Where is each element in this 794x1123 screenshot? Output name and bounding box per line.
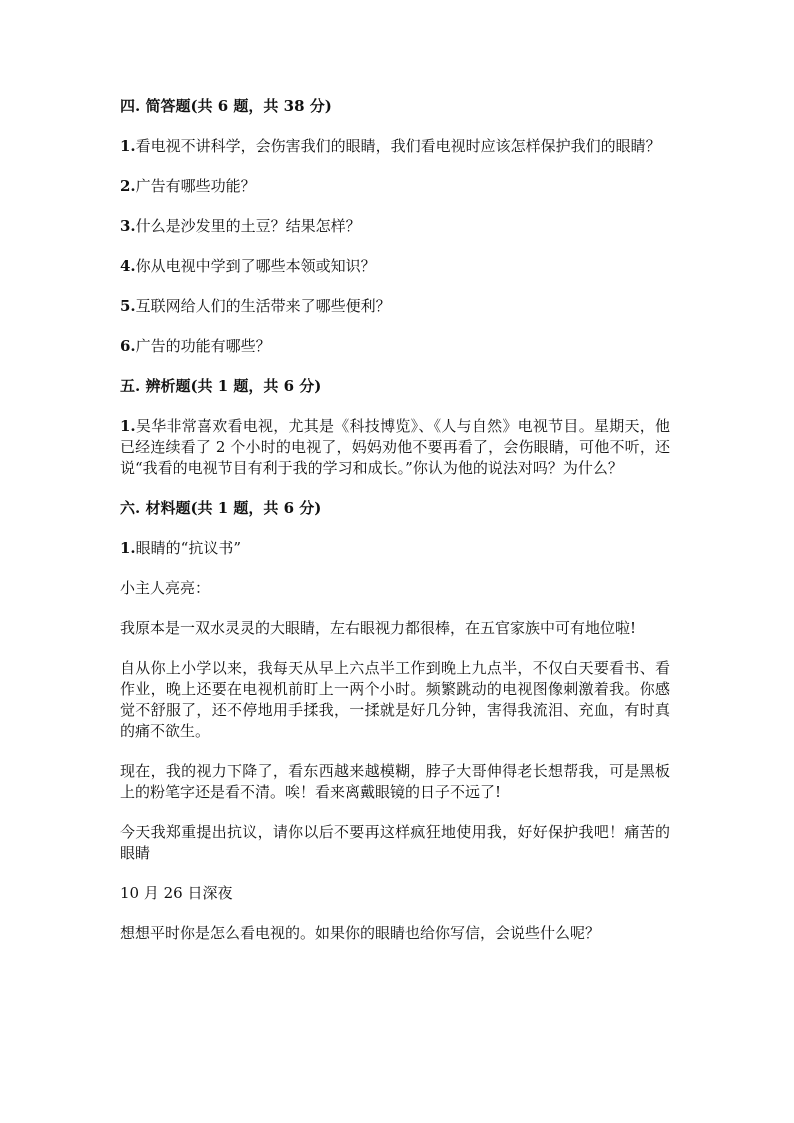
question-number: 5. [120, 297, 136, 315]
material-question: 想想平时你是怎么看电视的。如果你的眼睛也给你写信，会说些什么呢？ [120, 924, 601, 942]
question-text: 看电视不讲科学，会伤害我们的眼睛，我们看电视时应该怎样保护我们的眼睛？ [135, 137, 661, 155]
question-text: 什么是沙发里的土豆？结果怎样？ [135, 217, 361, 235]
section-5-title: 五. 辨析题(共 1 题，共 6 分) [120, 377, 322, 395]
question-text: 互联网给人们的生活带来了哪些便利？ [135, 297, 391, 315]
question-number: 1. [120, 417, 136, 435]
question-number: 4. [120, 257, 136, 275]
question-text: 吴华非常喜欢看电视，尤其是《科技博览》、《人与自然》电视节目。星期天，他已经连续看了 2 个小时的电视了，妈妈劝他不要再看了，会伤眼睛，可他不听，还说“我看的电视节目有利于我的学习和成长。”你认为他的说法对吗？为什么？ [120, 417, 670, 477]
question-6-1 [120, 538, 670, 559]
question-4-2 [120, 176, 670, 197]
question-number: 2. [120, 177, 136, 195]
material-paragraph: 小主人亮亮： [120, 579, 211, 597]
material-paragraph: 我原本是一双水灵灵的大眼睛，左右眼视力都很棒，在五官家族中可有地位啦! [120, 619, 637, 637]
question-5-1 [120, 416, 670, 479]
question-number: 6. [120, 337, 136, 355]
question-text: 你从电视中学到了哪些本领或知识？ [135, 257, 376, 275]
question-number: 1. [120, 539, 136, 557]
material-paragraph: 自从你上小学以来，我每天从早上六点半工作到晚上九点半，不仅白天要看书、看作业，晚上还要在电视机前盯上一两个小时。频繁跳动的电视图像刺激着我。你感觉不舒服了，还不停地用手揉我，一揉就是好几分钟，害得我流泪、充血，有时真的痛不欲生。 [120, 659, 670, 740]
material-paragraph: 现在，我的视力下降了，看东西越来越模糊，脖子大哥伸得老长想帮我，可是黑板上的粉笔字还是看不清。唉！看来离戴眼镜的日子不远了! [120, 762, 670, 801]
question-number: 3. [120, 217, 136, 235]
section-6-title: 六. 材料题(共 1 题，共 6 分) [120, 499, 322, 517]
question-text: 广告的功能有哪些？ [135, 337, 271, 355]
question-4-5 [120, 296, 670, 317]
question-4-6 [120, 336, 670, 357]
question-4-4 [120, 256, 670, 277]
section-4-title: 四. 简答题(共 6 题，共 38 分) [120, 97, 332, 115]
material-paragraph: 今天我郑重提出抗议，请你以后不要再这样疯狂地使用我，好好保护我吧！痛苦的眼睛 [120, 823, 670, 862]
question-number: 1. [120, 137, 136, 155]
document-content [120, 96, 670, 963]
question-text: 眼睛的“抗议书” [135, 539, 242, 557]
letter-date: 10 月 26 日深夜 [120, 884, 233, 902]
question-4-3 [120, 216, 670, 237]
question-text: 广告有哪些功能？ [135, 177, 256, 195]
question-4-1 [120, 136, 670, 157]
